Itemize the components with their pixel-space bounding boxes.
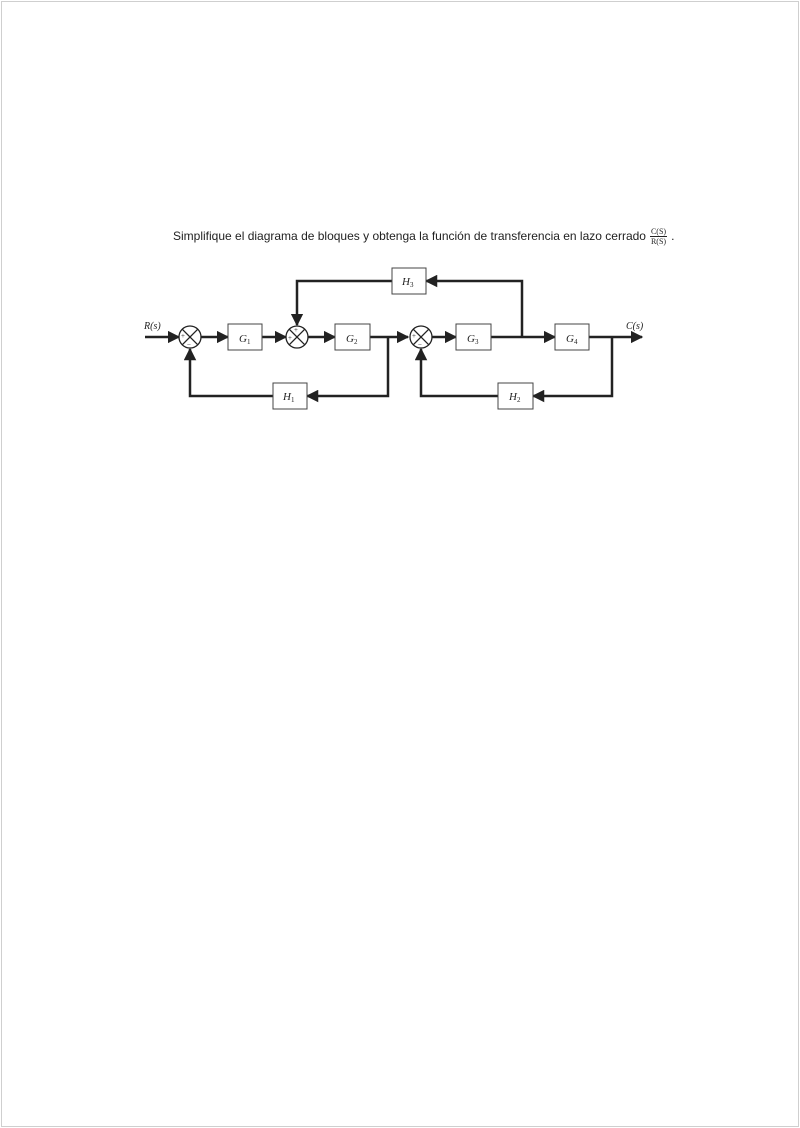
label-h2: H2 xyxy=(509,391,521,404)
output-label: C(s) xyxy=(626,321,644,332)
sum3-plus-sign: + xyxy=(412,332,416,340)
input-label: R(s) xyxy=(144,321,161,332)
trailing-period: . xyxy=(671,229,675,243)
sum2-left-plus-sign: + xyxy=(288,334,292,342)
label-g1: G1 xyxy=(239,333,251,346)
label-g3: G3 xyxy=(467,333,479,346)
label-g4: G4 xyxy=(566,333,578,346)
sum1-minus-sign: − xyxy=(187,341,191,349)
feedback-h3-to-sum2 xyxy=(297,281,392,325)
sum3-minus-sign: − xyxy=(418,341,422,349)
feedback-h2-to-sum3 xyxy=(421,349,498,396)
sum2-top-plus-sign: + xyxy=(294,326,298,334)
label-h1: H1 xyxy=(283,391,295,404)
fraction-numerator: C(S) xyxy=(650,226,667,236)
sum1-plus-sign: + xyxy=(181,332,185,340)
label-h3: H3 xyxy=(402,276,414,289)
problem-text: Simplifique el diagrama de bloques y obtenga la función de transferencia en lazo cerrado xyxy=(173,229,646,243)
fraction-denominator: R(S) xyxy=(650,236,667,246)
feedback-h1-to-sum1 xyxy=(190,349,273,396)
label-g2: G2 xyxy=(346,333,358,346)
